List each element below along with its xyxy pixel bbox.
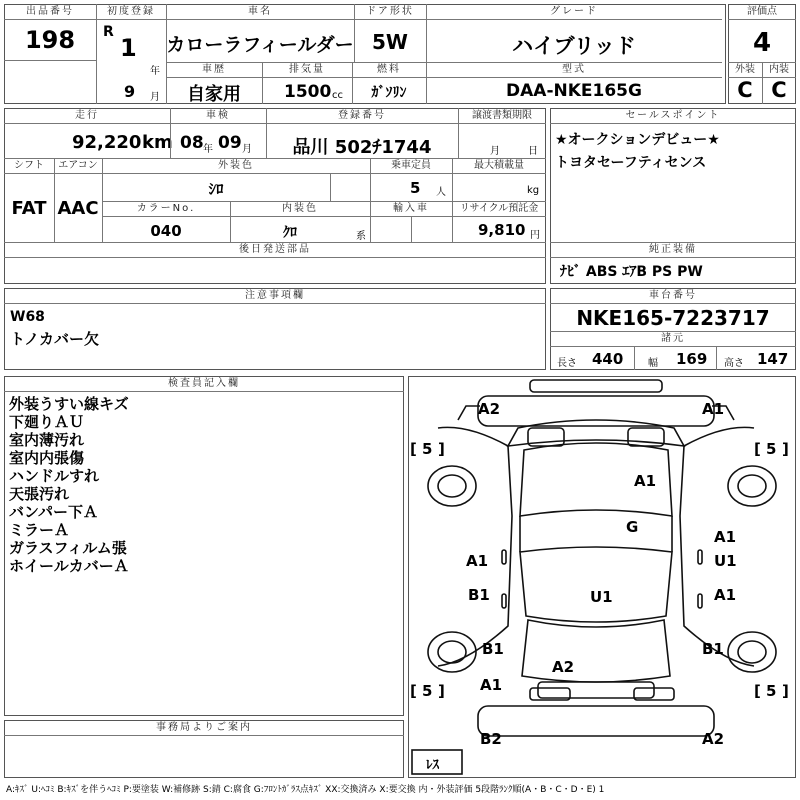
damage-mark: A1 — [634, 472, 657, 490]
svg-text:[: [ — [410, 682, 417, 700]
mileage-label: 走行 — [4, 109, 170, 124]
inspector-note: 室内内張傷 — [9, 449, 85, 467]
score: 4 — [752, 28, 772, 58]
inspector-label: 検査員記入欄 — [4, 377, 404, 392]
int-label: 内装 — [762, 63, 796, 78]
first-reg-label: 初度登録 — [96, 5, 166, 20]
car-name: カローラフィールダー — [166, 34, 354, 56]
displacement-label: 排気量 — [262, 63, 352, 78]
inspection-month-unit: 月 — [242, 144, 252, 155]
damage-mark: B1 — [702, 640, 724, 658]
caution-line-2: トノカバー欠 — [10, 330, 99, 348]
svg-text:[: [ — [410, 440, 417, 458]
car-diagram — [408, 376, 796, 778]
interior-color: ｸﾛ — [283, 225, 297, 241]
dims-label: 諸元 — [550, 332, 796, 347]
spare-tire-status: ﾚｽ — [426, 758, 439, 773]
mileage: 92,220 — [72, 132, 142, 153]
plate-number: 品川 502ﾁ1744 — [292, 137, 432, 158]
inspector-note: 下廻りＡＵ — [9, 413, 85, 431]
door-label: ドア形状 — [354, 5, 426, 20]
grade: ハイブリッド — [512, 34, 636, 58]
office-label: 事務局よりご案内 — [4, 721, 404, 736]
ac: AAC — [57, 198, 99, 219]
length-value: 440 — [592, 350, 624, 368]
history: 自家用 — [187, 84, 241, 105]
capacity-label: 乗車定員 — [370, 159, 452, 174]
height-value: 147 — [757, 350, 789, 368]
score-label: 評価点 — [728, 5, 796, 20]
damage-mark: A1 — [480, 676, 503, 694]
inspector-note: ガラスフィルム張 — [9, 539, 127, 557]
color-label: 外装色 — [102, 159, 370, 174]
legend: A:ｷｽﾞ U:ﾍｺﾐ B:ｷｽﾞを伴うﾍｺﾐ P:要塗装 W:補修跡 S:錆 C:腐食 G:ﾌﾛﾝﾄｶﾞﾗｽ点ｷｽﾞ XX:交換済み X:要交換 内・外装評価 5段階ﾗﾝｸ順(A・B・C・D・E) 1 — [6, 785, 605, 795]
sales-point-1: ★オークションデビュー★ — [555, 132, 720, 148]
reg-era: R — [103, 24, 114, 40]
interior-color-unit: 系 — [356, 231, 366, 242]
color-no-label: カラーNo. — [102, 202, 230, 217]
displacement: 1500 — [284, 82, 332, 102]
caution-line-1: W68 — [10, 309, 45, 325]
car-name-label: 車名 — [166, 5, 354, 20]
damage-mark: G — [626, 518, 639, 536]
lot-label: 出品番号 — [4, 5, 96, 20]
damage-marks — [466, 400, 737, 748]
displacement-unit: cc — [332, 90, 343, 101]
inspector-note: 外装うすい線キズ — [9, 395, 129, 413]
damage-mark: A2 — [478, 400, 501, 418]
inspection-year-unit: 年 — [203, 144, 213, 155]
caution-label: 注意事項欄 — [4, 289, 546, 304]
damage-mark: A1 — [466, 552, 489, 570]
mileage-unit: km — [142, 132, 173, 153]
body-color: ｼﾛ — [208, 180, 224, 198]
tire-tread-fl: 5 — [422, 440, 433, 458]
length-label: 長さ — [557, 358, 577, 369]
interior-color-label: 内装色 — [230, 202, 370, 217]
recycle-unit: 円 — [530, 230, 540, 241]
transfer-day: 日 — [528, 146, 538, 157]
inspection-month: 09 — [218, 133, 242, 153]
reg-year: 1 — [120, 34, 137, 62]
reg-month: 9 — [124, 82, 136, 101]
svg-text:]: ] — [782, 440, 789, 458]
shift-label: シフト — [4, 159, 54, 174]
inspector-note: バンパー下Ａ — [9, 503, 98, 521]
ext-score: C — [737, 78, 753, 102]
fuel-label: 燃料 — [352, 63, 426, 78]
load-label: 最大積載量 — [452, 159, 546, 174]
svg-text:]: ] — [782, 682, 789, 700]
reg-year-unit: 年 — [150, 66, 160, 77]
damage-mark: B1 — [482, 640, 504, 658]
capacity: 5 — [410, 179, 421, 197]
damage-mark: U1 — [590, 588, 613, 606]
damage-mark: B1 — [468, 586, 490, 604]
transfer-month: 月 — [490, 146, 500, 157]
history-label: 車歴 — [166, 63, 262, 78]
chassis-number: NKE165-7223717 — [576, 306, 770, 330]
inspector-note: ホイールカバーＡ — [9, 557, 129, 575]
inspection-year: 08 — [180, 133, 204, 153]
shift: FAT — [11, 198, 47, 219]
later-parts-label: 後日発送部品 — [4, 243, 546, 258]
inspector-note: ミラーＡ — [9, 521, 70, 539]
inspection-label: 車検 — [170, 109, 266, 124]
width-value: 169 — [676, 350, 708, 368]
model-label: 型式 — [426, 63, 722, 78]
lot-number: 198 — [24, 26, 76, 54]
svg-text:[: [ — [754, 682, 761, 700]
tire-tread-marks — [410, 440, 789, 700]
damage-mark: A1 — [702, 400, 725, 418]
ac-label: エアコン — [54, 159, 102, 174]
transfer-label: 譲渡書類期限 — [458, 109, 546, 124]
plate-label: 登録番号 — [266, 109, 458, 124]
fuel: ｶﾞｿﾘﾝ — [371, 85, 407, 101]
damage-mark: A1 — [714, 586, 737, 604]
damage-mark: A1 — [714, 528, 737, 546]
inspector-note: 天張汚れ — [9, 485, 70, 503]
grade-label: グレード — [426, 5, 722, 20]
recycle-label: リサイクル預託金 — [452, 202, 546, 217]
width-label: 幅 — [648, 358, 658, 369]
tire-tread-fr: 5 — [766, 440, 777, 458]
tire-tread-rr: 5 — [766, 682, 777, 700]
sales-point-label: セールスポイント — [550, 109, 796, 124]
model-code: DAA-NKE165G — [506, 81, 642, 101]
damage-mark: A2 — [552, 658, 575, 676]
damage-mark: A2 — [702, 730, 725, 748]
height-label: 高さ — [724, 358, 744, 369]
equipment-label: 純正装備 — [550, 243, 796, 258]
load-unit: kg — [527, 185, 540, 196]
inspector-note: ハンドルすれ — [9, 467, 100, 485]
door-type: 5W — [372, 30, 408, 54]
inspector-notes — [9, 395, 129, 575]
tire-tread-rl: 5 — [422, 682, 433, 700]
svg-text:]: ] — [438, 440, 445, 458]
ext-label: 外装 — [728, 63, 762, 78]
svg-text:]: ] — [438, 682, 445, 700]
color-no: 040 — [150, 222, 182, 240]
chassis-label: 車台番号 — [550, 289, 796, 304]
equipment: ﾅﾋﾞ ABS ｴｱB PS PW — [560, 264, 703, 280]
reg-month-unit: 月 — [150, 92, 160, 103]
recycle-deposit: 9,810 — [478, 221, 526, 239]
sales-point-2: トヨタセーフティセンス — [555, 155, 707, 171]
inspector-note: 室内薄汚れ — [9, 431, 85, 449]
damage-mark: U1 — [714, 552, 737, 570]
svg-text:[: [ — [754, 440, 761, 458]
capacity-unit: 人 — [436, 187, 446, 198]
int-score: C — [771, 78, 787, 102]
damage-mark: B2 — [480, 730, 502, 748]
import-label: 輸入車 — [370, 202, 452, 217]
